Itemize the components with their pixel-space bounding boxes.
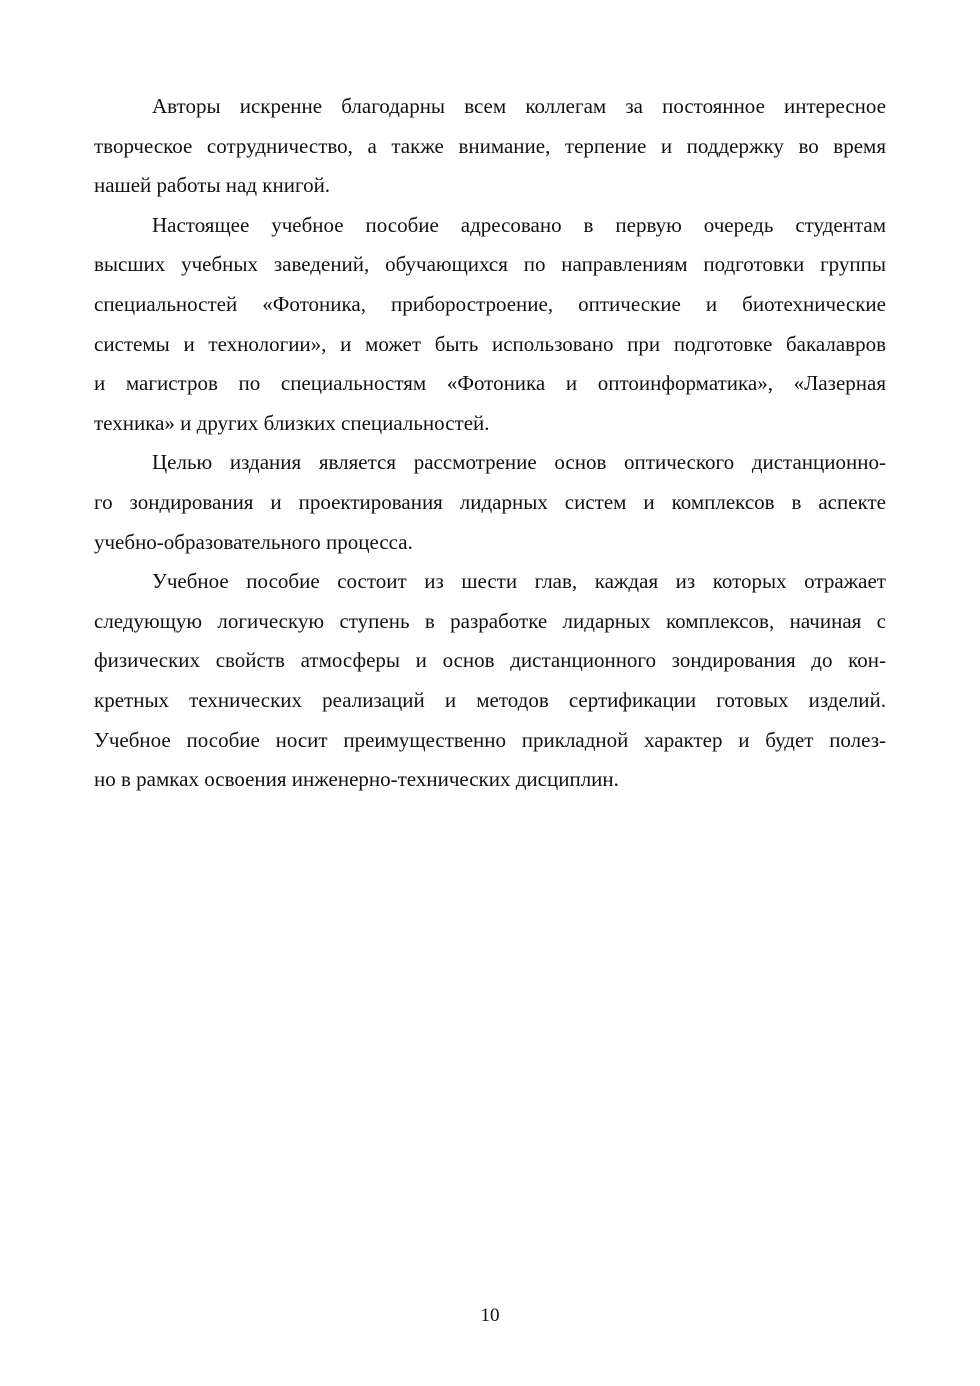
text-line: Учебное пособие носит преимущественно прикладной характер и будет полез- bbox=[94, 727, 886, 752]
text-line: го зондирования и проектирования лидарных систем и комплексов в аспекте bbox=[94, 489, 886, 514]
text-line: физических свойств атмосферы и основ дистанционного зондирования до кон- bbox=[94, 648, 886, 673]
text-line: кретных технических реализаций и методов сертификации готовых изделий. bbox=[94, 687, 886, 712]
text-line: специальностей «Фотоника, приборостроение, оптические и биотехнические bbox=[94, 291, 886, 316]
text-line: но в рамках освоения инженерно-технических дисциплин. bbox=[94, 767, 619, 792]
text-line: учебно-образовательного процесса. bbox=[94, 529, 413, 554]
text-line: высших учебных заведений, обучающихся по направлениям подготовки группы bbox=[94, 252, 886, 277]
paragraph-acknowledgements bbox=[94, 87, 886, 206]
text-line: Авторы искренне благодарны всем коллегам за постоянное интересное bbox=[152, 94, 886, 118]
text-line: Целью издания является рассмотрение основ оптического дистанционно- bbox=[152, 450, 886, 475]
paragraph-structure bbox=[94, 562, 886, 800]
text-line: творческое сотрудничество, а также внимание, терпение и поддержку во время bbox=[94, 133, 886, 158]
text-line: Учебное пособие состоит из шести глав, каждая из которых отражает bbox=[152, 569, 886, 594]
page-number: 10 bbox=[480, 1305, 500, 1326]
text-line: нашей работы над книгой. bbox=[94, 173, 331, 198]
text-line: системы и технологии», и может быть использовано при подготовке бакалавров bbox=[94, 331, 886, 356]
paragraph-audience bbox=[94, 206, 886, 444]
text-line: техника» и других близких специальностей. bbox=[94, 410, 490, 435]
text-line: Настоящее учебное пособие адресовано в первую очередь студентам bbox=[152, 212, 886, 237]
paragraph-purpose bbox=[94, 443, 886, 562]
body-text bbox=[94, 87, 886, 800]
text-line: следующую логическую ступень в разработке лидарных комплексов, начиная с bbox=[94, 608, 886, 633]
text-line: и магистров по специальностям «Фотоника и оптоинформатика», «Лазерная bbox=[94, 371, 886, 396]
